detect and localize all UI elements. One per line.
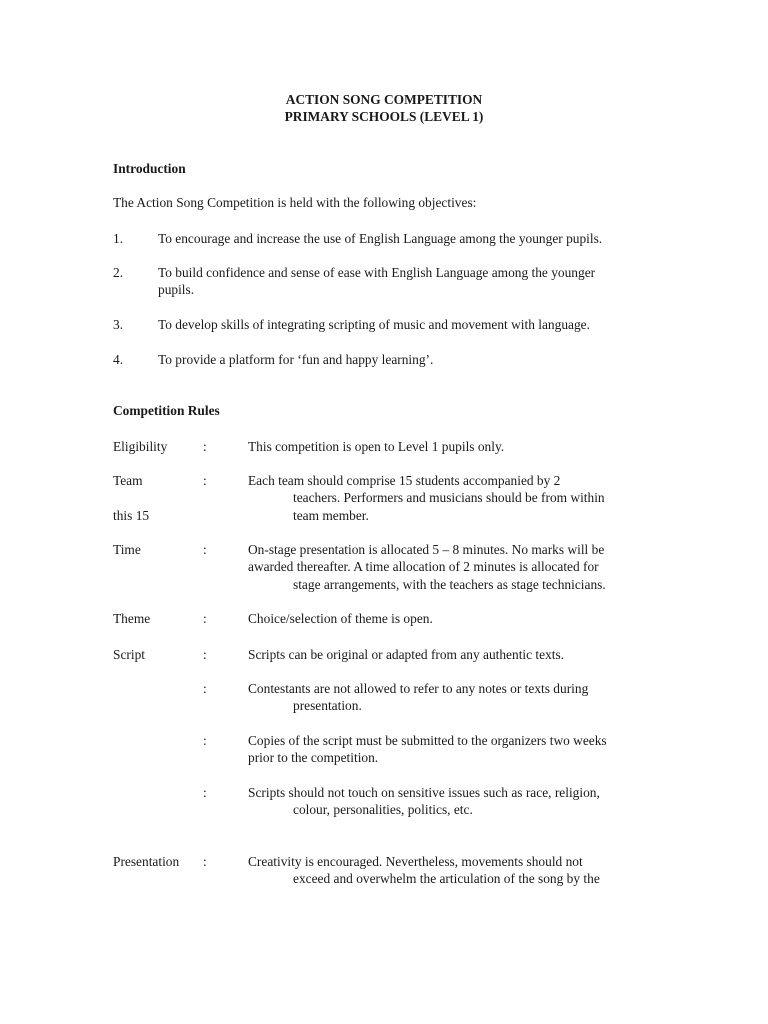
introduction-heading: Introduction: [113, 161, 186, 176]
rule-colon: :: [203, 439, 207, 454]
rule-colon: :: [203, 542, 207, 557]
rules-heading: Competition Rules: [113, 403, 220, 418]
rule-label-theme: Theme: [113, 611, 151, 626]
rule-colon: :: [203, 854, 207, 869]
rule-text-theme: Choice/selection of theme is open.: [248, 611, 433, 626]
rule-colon: :: [203, 473, 207, 488]
rule-text-script: Scripts can be original or adapted from any authentic texts.: [248, 647, 565, 662]
rule-text-team: team member.: [293, 508, 369, 523]
objective-text: To provide a platform for ‘fun and happy learning’.: [158, 352, 434, 367]
introduction-lead: The Action Song Competition is held with the following objectives:: [113, 195, 477, 210]
objective-text: To develop skills of integrating scripting of music and movement with language.: [158, 317, 590, 332]
rule-text-script: Scripts should not touch on sensitive issues such as race, religion,: [248, 785, 600, 800]
objective-text: To encourage and increase the use of English Language among the younger pupils.: [158, 231, 603, 246]
rule-text-script: Copies of the script must be submitted to the organizers two weeks: [248, 733, 607, 748]
rule-text-time: awarded thereafter. A time allocation of 2 minutes is allocated for: [248, 559, 599, 574]
rule-text-script: prior to the competition.: [248, 750, 379, 765]
rule-colon: :: [203, 611, 207, 626]
document-subtitle: PRIMARY SCHOOLS (LEVEL 1): [284, 109, 484, 124]
rule-text-script: Contestants are not allowed to refer to any notes or texts during: [248, 681, 589, 696]
objective-number: 1.: [113, 231, 124, 246]
rule-label-time: Time: [113, 542, 141, 557]
rule-colon: :: [203, 733, 207, 748]
rule-text-team: Each team should comprise 15 students accompanied by 2: [248, 473, 561, 488]
rule-text-team: teachers. Performers and musicians should be from within: [293, 490, 605, 505]
rule-text-script: colour, personalities, politics, etc.: [293, 802, 473, 817]
rule-colon: :: [203, 647, 207, 662]
objective-text: pupils.: [158, 282, 195, 297]
rule-text-time: On-stage presentation is allocated 5 – 8 minutes. No marks will be: [248, 542, 605, 557]
document-title: ACTION SONG COMPETITION: [285, 92, 483, 107]
objective-number: 2.: [113, 265, 124, 280]
rule-label-presentation: Presentation: [113, 854, 180, 869]
objective-number: 4.: [113, 352, 124, 367]
rule-text-script: presentation.: [293, 698, 362, 713]
rule-label-team: Team: [113, 473, 143, 488]
rule-label-team-continued: this 15: [113, 508, 150, 523]
rule-colon: :: [203, 785, 207, 800]
rule-colon: :: [203, 681, 207, 696]
rule-text-eligibility: This competition is open to Level 1 pupils only.: [248, 439, 505, 454]
objective-number: 3.: [113, 317, 124, 332]
rule-label-eligibility: Eligibility: [113, 439, 168, 454]
rule-text-time: stage arrangements, with the teachers as stage technicians.: [293, 577, 606, 592]
rule-text-presentation: exceed and overwhelm the articulation of the song by the: [293, 871, 600, 886]
rule-text-presentation: Creativity is encouraged. Nevertheless, movements should not: [248, 854, 583, 869]
objective-text: To build confidence and sense of ease with English Language among the younger: [158, 265, 596, 280]
rule-label-script: Script: [113, 647, 145, 662]
